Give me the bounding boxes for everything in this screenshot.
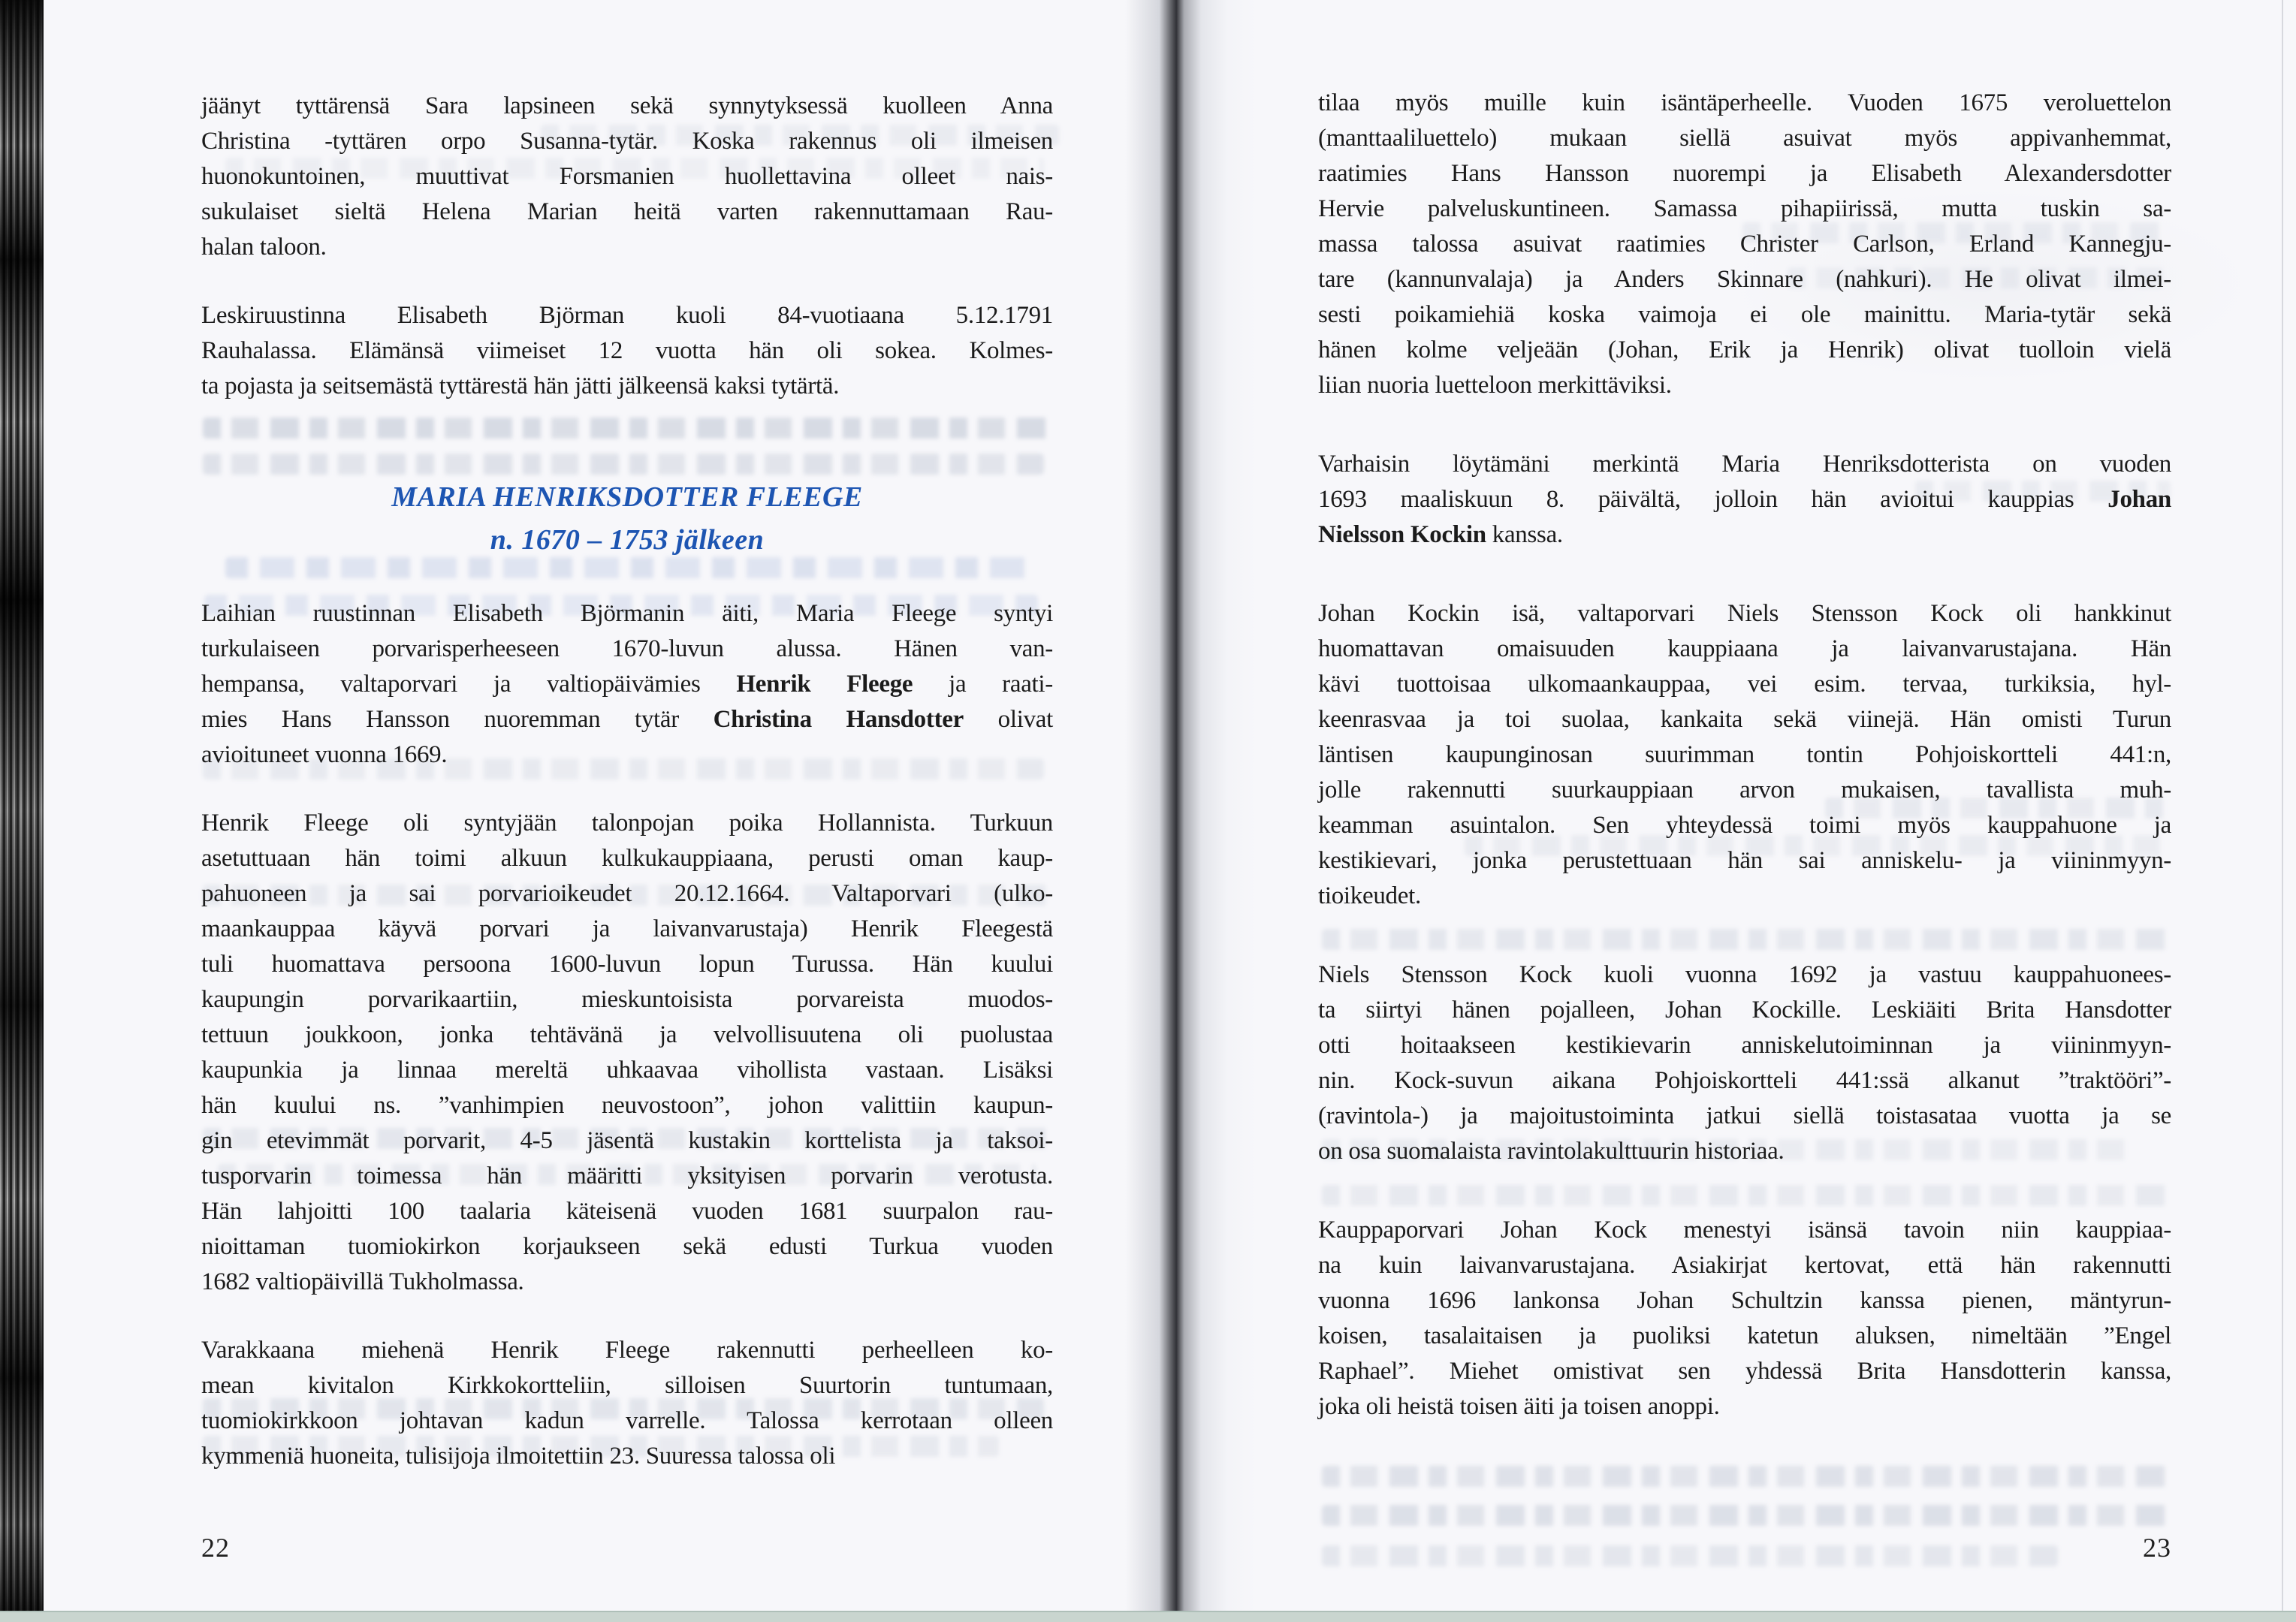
text-line: Laihian ruustinnan Elisabeth Björmanin äiti, Maria Fleege syntyi [201, 600, 1053, 627]
text-line: läntisen kaupunginosan suurimman tontin Pohjoiskortteli 441:n, [1318, 741, 2171, 768]
page-left-upper-paragraphs [201, 89, 1053, 404]
text-line: nin. Kock-suvun aikana Pohjoiskortteli 441:ssä alkanut ”traktööri”- [1318, 1067, 2171, 1094]
text-line: na kuin laivanvarustajana. Asiakirjat kertovat, että hän rakennutti [1318, 1252, 2171, 1279]
text-line: ta siirtyi hänen pojalleen, Johan Kockille. Leskiäiti Brita Hansdotter [1318, 996, 2171, 1024]
paragraph [201, 298, 1053, 404]
text-line: sukulaiset sieltä Helena Marian heitä varten rakennuttamaan Rau- [201, 198, 1053, 225]
text-line: (ravintola-) ja majoitustoiminta jatkui siellä toistasataa vuotta ja se [1318, 1102, 2171, 1129]
paragraph [1318, 596, 2171, 914]
text-line: nioittaman tuomiokirkon korjaukseen sekä edusti Turkua vuoden [201, 1233, 1053, 1260]
page-right-paragraphs [1318, 86, 2171, 1425]
text-line: sesti poikamiehiä koska vaimoja ei ole mainittu. Maria-tytär sekä [1318, 301, 2171, 328]
text-line: raatimies Hans Hansson nuorempi ja Elisabeth Alexandersdotter [1318, 160, 2171, 187]
text-line: hän kuului ns. ”vanhimpien neuvostoon”, johon valittiin kaupun- [201, 1092, 1053, 1119]
paragraph [1318, 957, 2171, 1169]
text-line: Varhaisin löytämäni merkintä Maria Henriksdotterista on vuoden [1318, 451, 2171, 478]
text-line: pahuoneen ja sai porvarioikeudet 20.12.1664. Valtaporvari (ulko- [201, 880, 1053, 907]
page-edge-stack [0, 0, 44, 1622]
text-line: ta pojasta ja seitsemästä tyttärestä hän jätti jälkeensä kaksi tytärtä. [201, 372, 840, 399]
text-line: Christina -tyttären orpo Susanna-tytär. Koska rakennus oli ilmeisen [201, 128, 1053, 155]
text-line: jäänyt tyttärensä Sara lapsineen sekä synnytyksessä kuolleen Anna [201, 92, 1053, 119]
paragraph [1318, 86, 2171, 403]
text-line: tilaa myös muille kuin isäntäperheelle. Vuoden 1675 veroluettelon [1318, 89, 2171, 116]
paragraph [201, 596, 1053, 773]
text-line: vuonna 1696 lankonsa Johan Schultzin kanssa pienen, mäntyrun- [1318, 1287, 2171, 1314]
paragraph [201, 1333, 1053, 1474]
text-line: Johan Kockin isä, valtaporvari Niels Stensson Kock oli hankkinut [1318, 600, 2171, 627]
text-line: kestikievari, jonka perustettuaan hän sai anniskelu- ja viininmyyn- [1318, 847, 2171, 874]
text-line: Raphael”. Miehet omistivat sen yhdessä Brita Hansdotterin kanssa, [1318, 1358, 2171, 1385]
book-gutter-shadow [1125, 0, 1257, 1622]
text-line: 1693 maaliskuun 8. päivältä, jolloin hän avioitui kauppias Johan [1318, 486, 2171, 513]
text-line: 1682 valtiopäivillä Tukholmassa. [201, 1268, 524, 1295]
text-line: mean kivitalon Kirkkokortteliin, silloisen Suurtorin tuntumaan, [201, 1372, 1053, 1399]
text-line: maankauppaa käyvä porvari ja laivanvarustaja) Henrik Fleegestä [201, 915, 1053, 942]
text-line: massa talossa asuivat raatimies Christer Carlson, Erland Kannegju- [1318, 231, 2171, 258]
text-line: asetuttuaan hän toimi alkuun kulkukauppiaana, perusti oman kaup- [201, 845, 1053, 872]
text-line: koisen, tasalaitaisen ja puoliksi katetun aluksen, nimeltään ”Engel [1318, 1322, 2171, 1349]
text-line: Nielsson Kockin kanssa. [1318, 521, 1563, 548]
text-line: keenrasvaa ja toi suolaa, kankaita sekä viinejä. Hän omisti Turun [1318, 706, 2171, 733]
text-line: kaupungin porvarikaartiin, mieskuntoisista porvareista muodos- [201, 986, 1053, 1013]
paragraph [1318, 1213, 2171, 1425]
text-line: tuomiokirkkoon johtavan kadun varrelle. Talossa kerrotaan olleen [201, 1407, 1053, 1434]
text-line: Niels Stensson Kock kuoli vuonna 1692 ja vastuu kauppahuonees- [1318, 961, 2171, 988]
text-line: Hervie palveluskuntineen. Samassa pihapiirissä, mutta tuskin sa- [1318, 195, 2171, 222]
page-left-text-column [201, 89, 1053, 1507]
text-line: hempansa, valtaporvari ja valtiopäivämies Henrik Fleege ja raati- [201, 671, 1053, 698]
text-line: halan taloon. [201, 234, 327, 261]
text-line: (manttaaliluettelo) mukaan siellä asuivat myös appivanhemmat, [1318, 125, 2171, 152]
text-line: joka oli heistä toisen äiti ja toisen anoppi. [1318, 1393, 1720, 1420]
text-line: jolle rakennutti suurkauppiaan arvon mukaisen, tavallista muh- [1318, 776, 2171, 803]
chapter-heading-name: MARIA HENRIKSDOTTER FLEEGE [391, 481, 863, 513]
text-line: keamman asuintalon. Sen yhteydessä toimi myös kauppahuone ja [1318, 812, 2171, 839]
text-line: tuli huomattava persoona 1600-luvun lopun Turussa. Hän kuului [201, 951, 1053, 978]
text-line: otti hoitaakseen kestikievarin anniskelutoiminnan ja viininmyyn- [1318, 1032, 2171, 1059]
text-line: tettuun joukkoon, jonka tehtävänä ja velvollisuutena oli puolustaa [201, 1021, 1053, 1048]
text-line: avioituneet vuonna 1669. [201, 741, 448, 768]
text-line: hänen kolme veljeään (Johan, Erik ja Henrik) olivat tuolloin vielä [1318, 336, 2171, 363]
page-number-right: 23 [2143, 1533, 2171, 1563]
text-line: turkulaiseen porvarisperheeseen 1670-luvun alussa. Hänen van- [201, 635, 1053, 662]
text-line: mies Hans Hansson nuoremman tytär Christina Hansdotter olivat [201, 706, 1053, 733]
paragraph [1318, 447, 2171, 553]
text-line: Hän lahjoitti 100 taalaria käteisenä vuoden 1681 suurpalon rau- [201, 1198, 1053, 1225]
text-line: tioikeudet. [1318, 882, 1421, 909]
scanner-bed-strip [0, 1611, 2296, 1622]
text-line: kymmeniä huoneita, tulisijoja ilmoitettiin 23. Suuressa talossa oli [201, 1443, 836, 1470]
text-line: kävi tuottoisaa ulkomaankauppaa, vei esim. tervaa, turkiksia, hyl- [1318, 671, 2171, 698]
page-left-lower-paragraphs [201, 596, 1053, 1474]
chapter-heading [201, 476, 1053, 562]
text-line: tare (kannunvalaja) ja Anders Skinnare (nahkuri). He olivat ilmei- [1318, 266, 2171, 293]
text-line: tusporvarin toimessa hän määritti yksityisen porvarin verotusta. [201, 1162, 1053, 1189]
bleed-through-ghost [1322, 1466, 2171, 1487]
page-number-left: 22 [201, 1533, 230, 1563]
text-line: Henrik Fleege oli syntyjään talonpojan poika Hollannista. Turkuun [201, 809, 1053, 837]
text-line: huonokuntoinen, muuttivat Forsmanien huollettavina olleet nais- [201, 163, 1053, 190]
paragraph [201, 806, 1053, 1300]
paragraph [201, 89, 1053, 265]
bleed-through-ghost [1322, 1505, 2171, 1526]
text-line: gin etevimmät porvarit, 4-5 jäsentä kustakin korttelista ja taksoi- [201, 1127, 1053, 1154]
text-line: liian nuoria luetteloon merkittäviksi. [1318, 372, 1672, 399]
text-line: Leskiruustinna Elisabeth Björman kuoli 84-vuotiaana 5.12.1791 [201, 302, 1053, 329]
right-page-edge-line [2282, 0, 2283, 1622]
text-line: kaupunkia ja linnaa mereltä uhkaavaa vihollista vastaan. Lisäksi [201, 1057, 1053, 1084]
text-line: huomattavan omaisuuden kauppiaana ja laivanvarustajana. Hän [1318, 635, 2171, 662]
text-line: Kauppaporvari Johan Kock menestyi isänsä tavoin niin kauppiaa- [1318, 1216, 2171, 1244]
page-right-text-column [1318, 86, 2171, 1468]
text-line: on osa suomalaista ravintolakulttuurin historiaa. [1318, 1138, 1785, 1165]
chapter-heading-years: n. 1670 – 1753 jälkeen [490, 524, 765, 556]
text-line: Varakkaana miehenä Henrik Fleege rakennutti perheelleen ko- [201, 1337, 1053, 1364]
text-line: Rauhalassa. Elämänsä viimeiset 12 vuotta hän oli sokea. Kolmes- [201, 337, 1053, 364]
